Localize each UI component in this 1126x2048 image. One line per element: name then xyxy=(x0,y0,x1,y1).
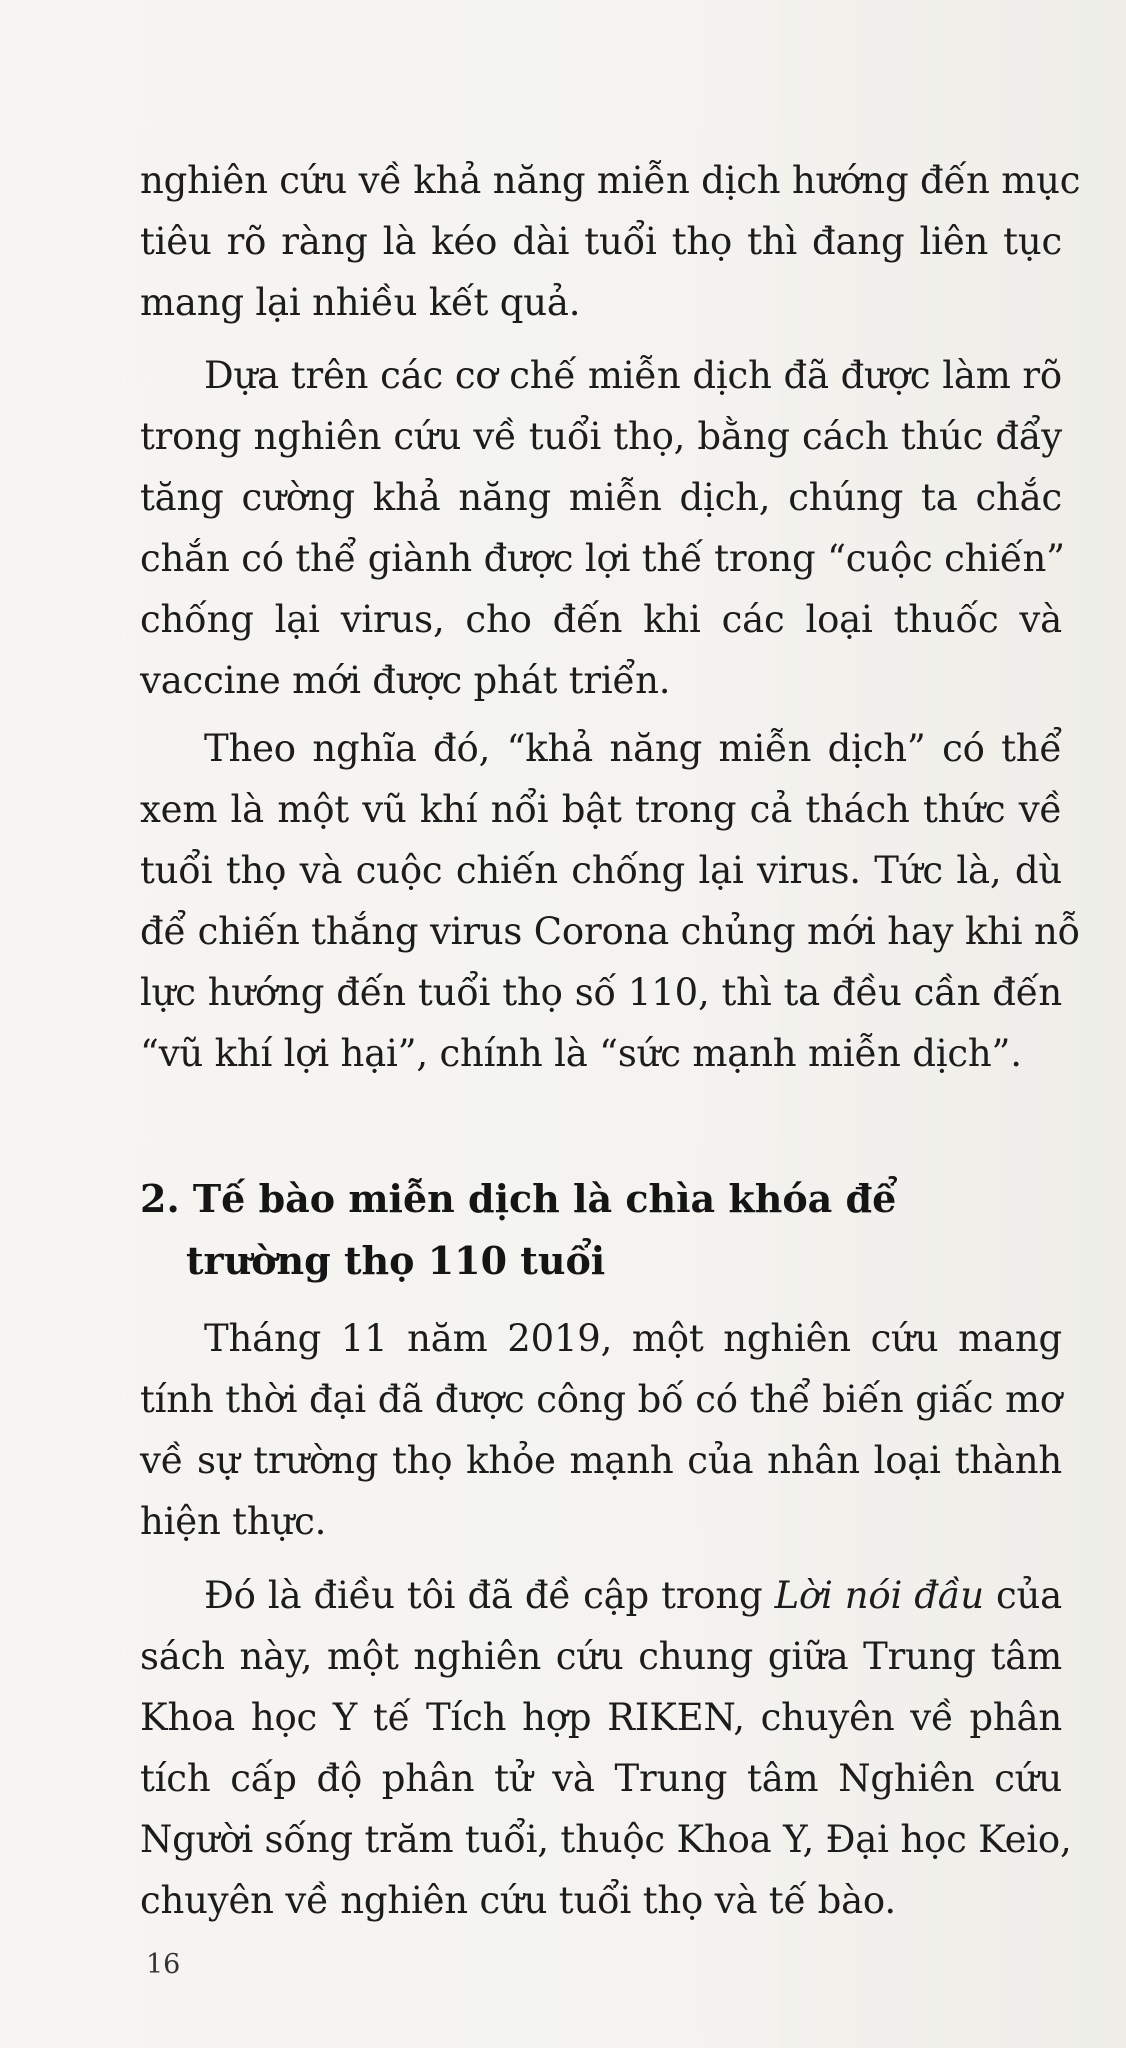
text-line xyxy=(140,1565,1062,1626)
text-line: chống lại virus, cho đến khi các loại thuốc và xyxy=(140,598,1062,641)
text-run: Đó là điều tôi đã đề cập trong xyxy=(204,1574,775,1617)
italic-title: Lời nói đầu xyxy=(774,1574,984,1617)
text-line: Dựa trên các cơ chế miễn dịch đã được làm rõ xyxy=(204,354,1062,397)
text-line: tính thời đại đã được công bố có thể biến giấc mơ xyxy=(140,1378,1062,1421)
text-line: tiêu rõ ràng là kéo dài tuổi thọ thì đang liên tục xyxy=(140,220,1062,263)
text-line: tích cấp độ phân tử và Trung tâm Nghiên cứu xyxy=(140,1757,1062,1800)
text-run: của xyxy=(983,1574,1062,1617)
section-heading xyxy=(140,1168,1062,1292)
text-line: trong nghiên cứu về tuổi thọ, bằng cách thúc đẩy xyxy=(140,415,1062,458)
text-line: Người sống trăm tuổi, thuộc Khoa Y, Đại học Keio, xyxy=(140,1818,1072,1861)
text-line: vaccine mới được phát triển. xyxy=(140,659,671,702)
text-line: về sự trường thọ khỏe mạnh của nhân loại thành xyxy=(140,1439,1062,1482)
text-line: xem là một vũ khí nổi bật trong cả thách thức về xyxy=(140,788,1062,831)
text-line: “vũ khí lợi hại”, chính là “sức mạnh miễn dịch”. xyxy=(140,1032,1022,1075)
text-line: để chiến thắng virus Corona chủng mới hay khi nỗ xyxy=(140,910,1081,953)
heading-line: trường thọ 110 tuổi xyxy=(186,1238,606,1283)
paragraph-4 xyxy=(140,1308,1062,1552)
text-line: nghiên cứu về khả năng miễn dịch hướng đến mục xyxy=(140,159,1081,202)
paragraph-2 xyxy=(140,345,1065,711)
paragraph-5 xyxy=(140,1565,1072,1931)
text-line: lực hướng đến tuổi thọ số 110, thì ta đều cần đến xyxy=(140,971,1062,1014)
page-number: 16 xyxy=(146,1949,181,1980)
paragraph-1 xyxy=(140,150,1081,333)
text-line: Khoa học Y tế Tích hợp RIKEN, chuyên về phân xyxy=(140,1696,1062,1739)
text-line: tăng cường khả năng miễn dịch, chúng ta chắc xyxy=(140,476,1062,519)
text-line: Theo nghĩa đó, “khả năng miễn dịch” có thể xyxy=(204,727,1062,770)
text-line: hiện thực. xyxy=(140,1500,327,1543)
text-line: sách này, một nghiên cứu chung giữa Trung tâm xyxy=(140,1635,1062,1678)
text-line: mang lại nhiều kết quả. xyxy=(140,281,581,324)
text-line: Tháng 11 năm 2019, một nghiên cứu mang xyxy=(204,1317,1062,1360)
text-line: tuổi thọ và cuộc chiến chống lại virus. Tức là, dù xyxy=(140,849,1062,892)
heading-line: 2. Tế bào miễn dịch là chìa khóa để xyxy=(140,1176,897,1221)
paragraph-3 xyxy=(140,718,1081,1084)
text-line: chắn có thể giành được lợi thế trong “cuộc chiến” xyxy=(140,537,1065,580)
text-line: chuyên về nghiên cứu tuổi thọ và tế bào. xyxy=(140,1879,896,1922)
